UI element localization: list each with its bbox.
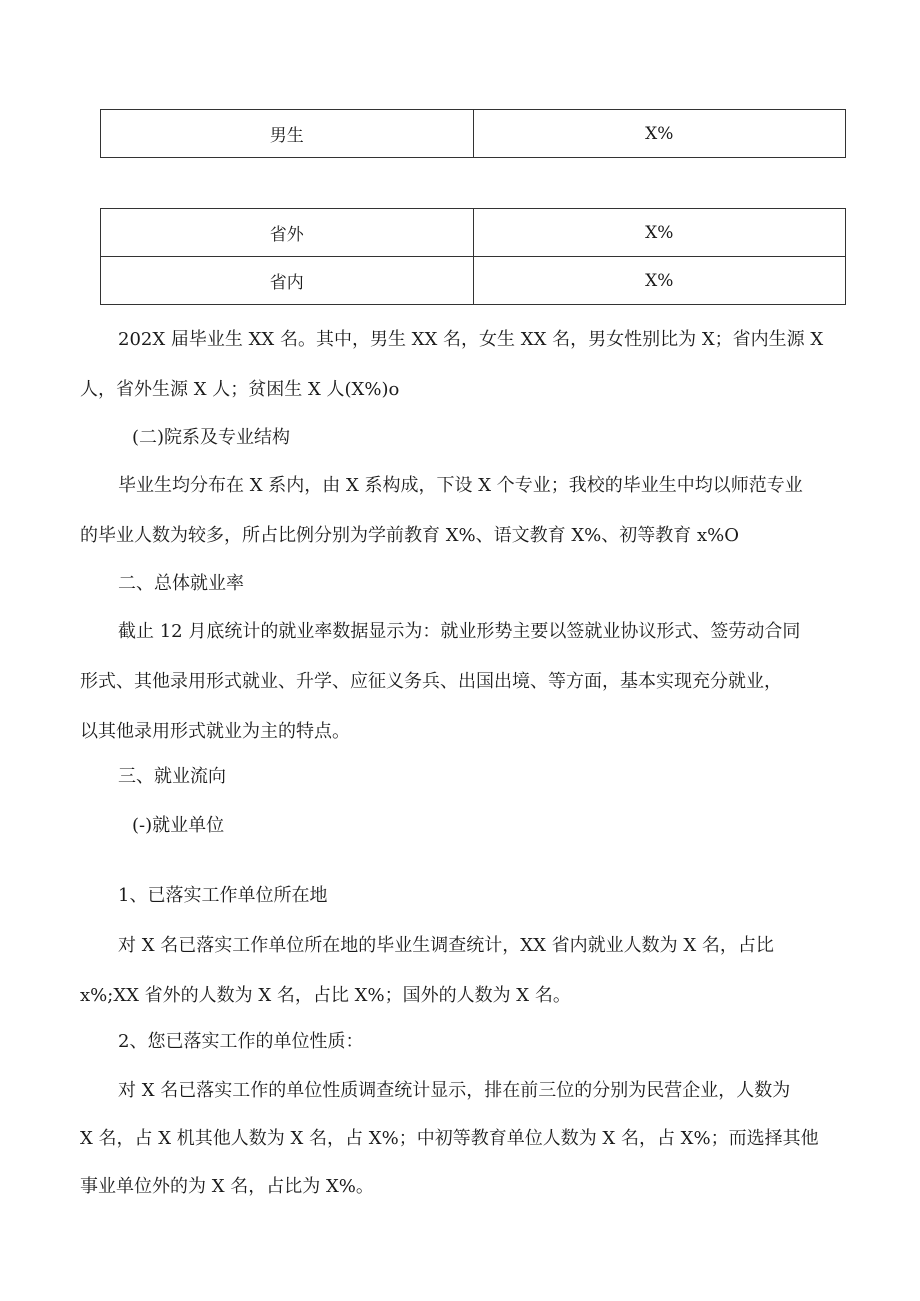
subsection-heading-units: (-)就业单位: [132, 815, 225, 836]
table-cell-label: 省内: [101, 257, 474, 305]
paragraph-line: 202X 届毕业生 XX 名。其中，男生 XX 名，女生 XX 名，男女性别比为 X；省内生源 X: [118, 329, 824, 350]
paragraph-line: 事业单位外的为 X 名，占比为 X%。: [80, 1176, 374, 1197]
item2-heading: 2、您已落实工作的单位性质：: [118, 1031, 364, 1052]
employment-rate-paragraph: [80, 620, 870, 744]
paragraph-line: 形式、其他录用形式就业、升学、应征义务兵、出国出境、等方面，基本实现充分就业，: [80, 671, 782, 692]
section-heading-dept: (二)院系及专业结构: [132, 427, 291, 448]
dept-paragraph: [80, 474, 870, 548]
paragraph-line: 对 X 名已落实工作单位所在地的毕业生调查统计，XX 省内就业人数为 X 名，占比: [118, 935, 774, 956]
section-heading-flow: 三、就业流向: [118, 766, 226, 787]
section-heading-employment-rate: 二、总体就业率: [118, 573, 244, 594]
paragraph-line: 以其他录用形式就业为主的特点。: [80, 721, 350, 742]
table-cell-value: X%: [473, 209, 846, 257]
item1-paragraph: [80, 934, 870, 1008]
table-row: [101, 209, 846, 257]
gender-ratio-table: [100, 109, 846, 158]
table-cell-label: 省外: [101, 209, 474, 257]
paragraph-line: 的毕业人数为较多，所占比例分别为学前教育 X%、语文教育 X%、初等教育 x%O: [80, 525, 740, 546]
paragraph-line: 对 X 名已落实工作的单位性质调查统计显示，排在前三位的分别为民营企业，人数为: [118, 1080, 791, 1101]
summary-paragraph: [80, 328, 870, 402]
paragraph-line: 人，省外生源 X 人；贫困生 X 人(X%)o: [80, 379, 400, 400]
paragraph-line: X 名，占 X 机其他人数为 X 名，占 X%；中初等教育单位人数为 X 名，占 X%；而选择其他: [80, 1128, 819, 1149]
item2-paragraph: [80, 1079, 870, 1199]
table-cell-label: 男生: [101, 110, 474, 158]
table-row: [101, 110, 846, 158]
paragraph-line: 毕业生均分布在 X 系内，由 X 系构成，下设 X 个专业；我校的毕业生中均以师范专业: [118, 475, 803, 496]
paragraph-line: x%;XX 省外的人数为 X 名，占比 X%；国外的人数为 X 名。: [80, 985, 571, 1006]
table-cell-value: X%: [473, 110, 846, 158]
origin-ratio-table: [100, 208, 846, 305]
paragraph-line: 截止 12 月底统计的就业率数据显示为：就业形势主要以签就业协议形式、签劳动合同: [118, 621, 801, 642]
table-row: [101, 257, 846, 305]
item1-heading: 1、已落实工作单位所在地: [118, 885, 328, 906]
table-cell-value: X%: [473, 257, 846, 305]
